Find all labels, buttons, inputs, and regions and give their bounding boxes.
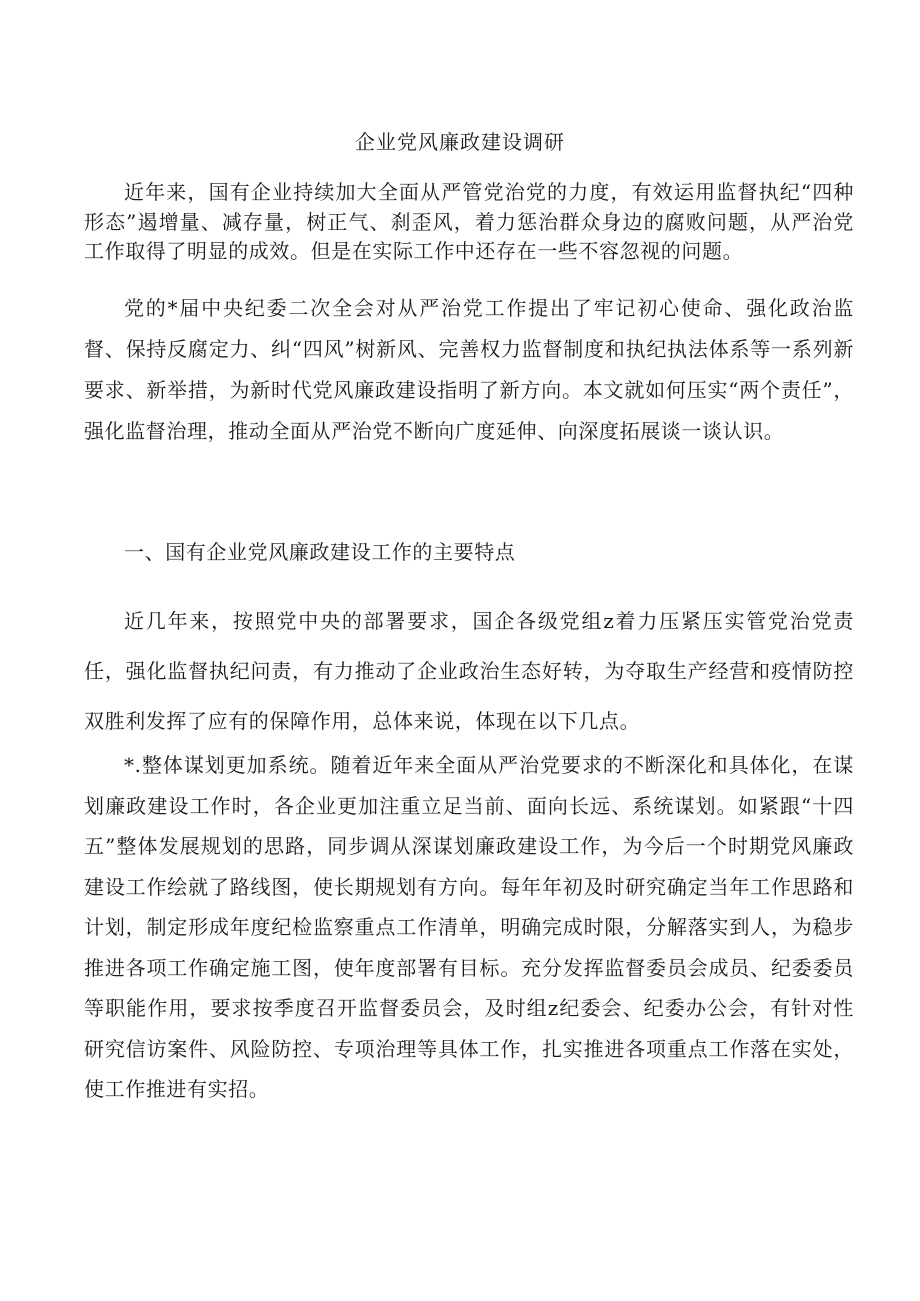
paragraph-point-1: *.整体谋划更加系统。随着近年来全面从严治党要求的不断深化和具体化，在谋划廉政建设工作时，各企业更加注重立足当前、面向长远、系统谋划。如紧跟“十四五”整体发展规划的思路，同步调从深谋划廉政建设工作，为今后一个时期党风廉政建设工作绘就了路线图，使长期规划有方向。每年年初及时研究确定当年工作思路和计划，制定形成年度纪检监察重点工作清单，明确完成时限，分解落实到人，为稳步推进各项工作确定施工图，使年度部署有目标。充分发挥监督委员会成员、纪委委员等职能作用，要求按季度召开监督委员会，及时组z纪委会、纪委办公会，有针对性研究信访案件、风险防控、专项治理等具体工作，扎实推进各项重点工作落在实处，使工作推进有实招。	[84, 753, 854, 1101]
paragraph-background: 党的*届中央纪委二次全会对从严治党工作提出了牢记初心使命、强化政治监督、保持反腐定力、纠“四风”树新风、完善权力监督制度和执纪执法体系等一系列新要求、新举措，为新时代党风廉政建设指明了新方向。本文就如何压实“两个责任”，强化监督治理，推动全面从严治党不断向广度延伸、向深度拓展谈一谈认识。	[84, 296, 854, 443]
section-heading-1: 一、国有企业党风廉政建设工作的主要特点	[124, 540, 516, 564]
paragraph-section-1-intro: 近几年来，按照党中央的部署要求，国企各级党组z着力压紧压实管党治党责任，强化监督执纪问责，有力推动了企业政治生态好转，为夺取生产经营和疫情防控双胜利发挥了应有的保障作用，总体来说，体现在以下几点。	[84, 609, 854, 733]
paragraph-intro: 近年来，国有企业持续加大全面从严管党治党的力度，有效运用监督执纪“四种形态”遏增量、减存量，树正气、刹歪风，着力惩治群众身边的腐败问题，从严治党工作取得了明显的成效。但是在实际工作中还存在一些不容忽视的问题。	[84, 180, 854, 263]
document-title: 企业党风廉政建设调研	[355, 130, 565, 154]
